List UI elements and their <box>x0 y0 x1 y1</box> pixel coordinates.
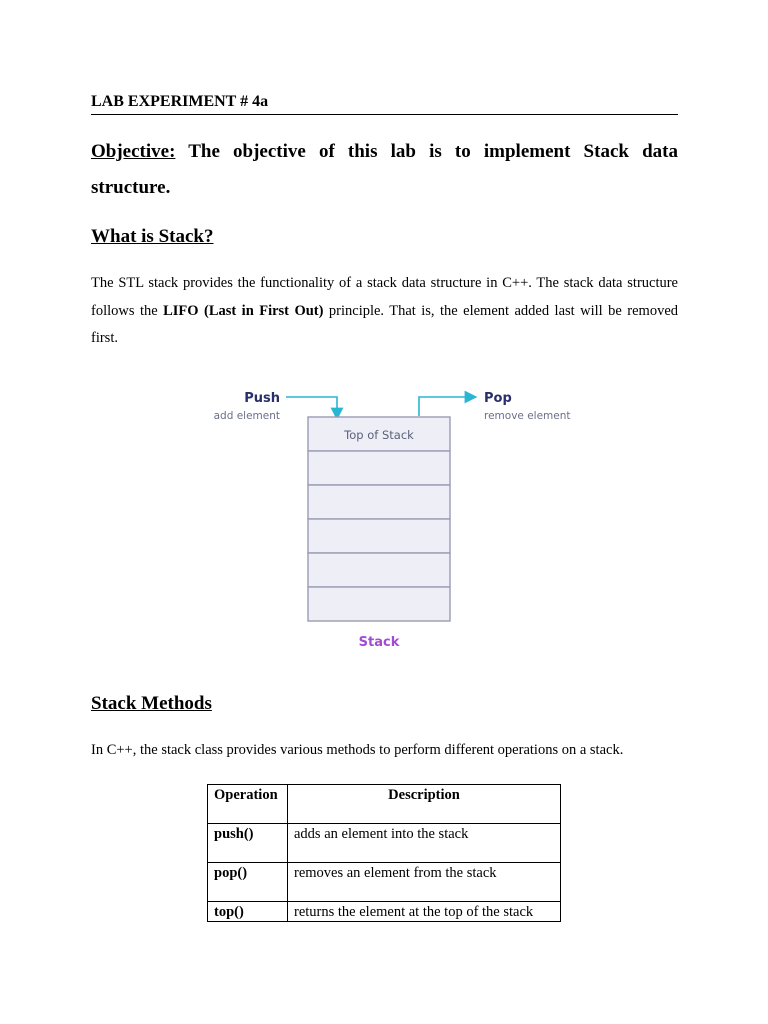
lab-title: LAB EXPERIMENT # 4a <box>91 92 678 115</box>
top-of-stack-label: Top of Stack <box>344 428 414 442</box>
push-arrow <box>286 397 337 414</box>
pop-sublabel: remove element <box>484 410 571 422</box>
table-cell-operation: top() <box>208 902 288 922</box>
stack-description-text-a: The STL stack provides the functionality of a stack data structure in C++. The stack data structure follows the <box>91 275 678 319</box>
what-is-stack-heading: What is Stack? <box>91 226 214 247</box>
stack-methods-intro: In C++, the stack class provides various methods to perform different operations on a stack. <box>91 742 624 758</box>
table-row <box>208 863 561 902</box>
objective-text: The objective of this lab is to implement Stack data structure. <box>91 141 678 198</box>
pop-label: Pop <box>484 391 512 406</box>
table-row <box>208 824 561 863</box>
table-cell-description: removes an element from the stack <box>288 863 561 902</box>
stack-description-paragraph <box>91 270 678 353</box>
stack-slot <box>308 519 450 553</box>
lifo-term: LIFO (Last in First Out) <box>163 302 324 319</box>
stack-slot <box>308 451 450 485</box>
table-row <box>208 902 561 922</box>
push-sublabel: add element <box>213 410 280 422</box>
table-header-row <box>208 785 561 824</box>
stack-description-text-b: principle. That is, the element added last will be removed first. <box>91 302 678 346</box>
stack-methods-heading: Stack Methods <box>91 693 212 714</box>
table-header-operation: Operation <box>208 785 288 824</box>
objective-paragraph <box>91 134 678 206</box>
push-label: Push <box>244 391 280 406</box>
table-cell-description: returns the element at the top of the stack <box>288 902 561 922</box>
table-cell-operation: push() <box>208 824 288 863</box>
stack-caption: Stack <box>358 635 400 650</box>
stack-diagram <box>205 380 575 660</box>
stack-slot <box>308 587 450 621</box>
stack-slot <box>308 553 450 587</box>
stack-methods-table <box>207 784 561 922</box>
table-cell-description: adds an element into the stack <box>288 824 561 863</box>
table-header-description: Description <box>288 785 561 824</box>
stack-slot <box>308 485 450 519</box>
table-cell-operation: pop() <box>208 863 288 902</box>
pop-arrow <box>419 397 471 416</box>
objective-label: Objective: <box>91 141 176 162</box>
